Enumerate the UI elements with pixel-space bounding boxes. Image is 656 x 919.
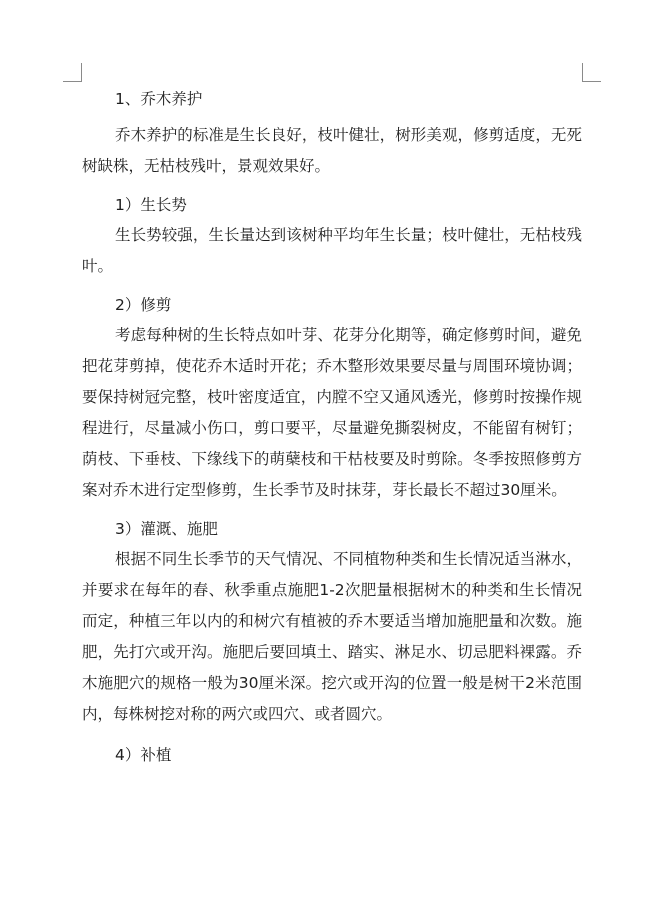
paragraph-growth-vigor: 生长势较强，生长量达到该树种平均年生长量；枝叶健壮，无枯枝残叶。 <box>82 226 582 275</box>
paragraph-irrigation-fertilizing: 根据不同生长季节的天气情况、不同植物种类和生长情况适当淋水，并要求在每年的春、秋季重点施肥1-2次肥量根据树木的种类和生长情况而定，种植三年以内的和树穴有植被的乔木要适当增加施肥量和次数。施肥，先打穴或开沟。施肥后要回填土、踏实、淋足水、切忌肥料裸露。乔木施肥穴的规格一般为30厘米深。挖穴或开沟的位置一般是树干2米范围内，每株树挖对称的两穴或四穴、或者圆穴。 <box>82 550 582 723</box>
document-page <box>82 84 582 770</box>
subheading-replanting: 4）补植 <box>115 746 172 764</box>
paragraph-maintenance-standard: 乔木养护的标准是生长良好，枝叶健壮，树形美观，修剪适度，无死树缺株，无枯枝残叶，景观效果好。 <box>82 126 582 175</box>
section-heading-tree-maintenance: 1、乔木养护 <box>115 90 203 108</box>
subheading-growth-vigor: 1）生长势 <box>115 196 187 214</box>
subheading-irrigation-fertilizing: 3）灌溉、施肥 <box>115 520 218 538</box>
paragraph-pruning: 考虑每种树的生长特点如叶芽、花芽分化期等，确定修剪时间，避免把花芽剪掉，使花乔木适时开花；乔木整形效果要尽量与周围环境协调；要保持树冠完整，枝叶密度适宜，内膛不空又通风透光，修剪时按操作规程进行，尽量减小伤口，剪口要平，尽量避免撕裂树皮，不能留有树钉；荫枝、下垂枝、下缘线下的萌蘖枝和干枯枝要及时剪除。冬季按照修剪方案对乔木进行定型修剪，生长季节及时抹芽，芽长最长不超过30厘米。 <box>82 326 582 499</box>
page-corner-mark-top-left <box>63 63 82 82</box>
page-corner-mark-top-right <box>582 63 601 82</box>
subheading-pruning: 2）修剪 <box>115 296 172 314</box>
